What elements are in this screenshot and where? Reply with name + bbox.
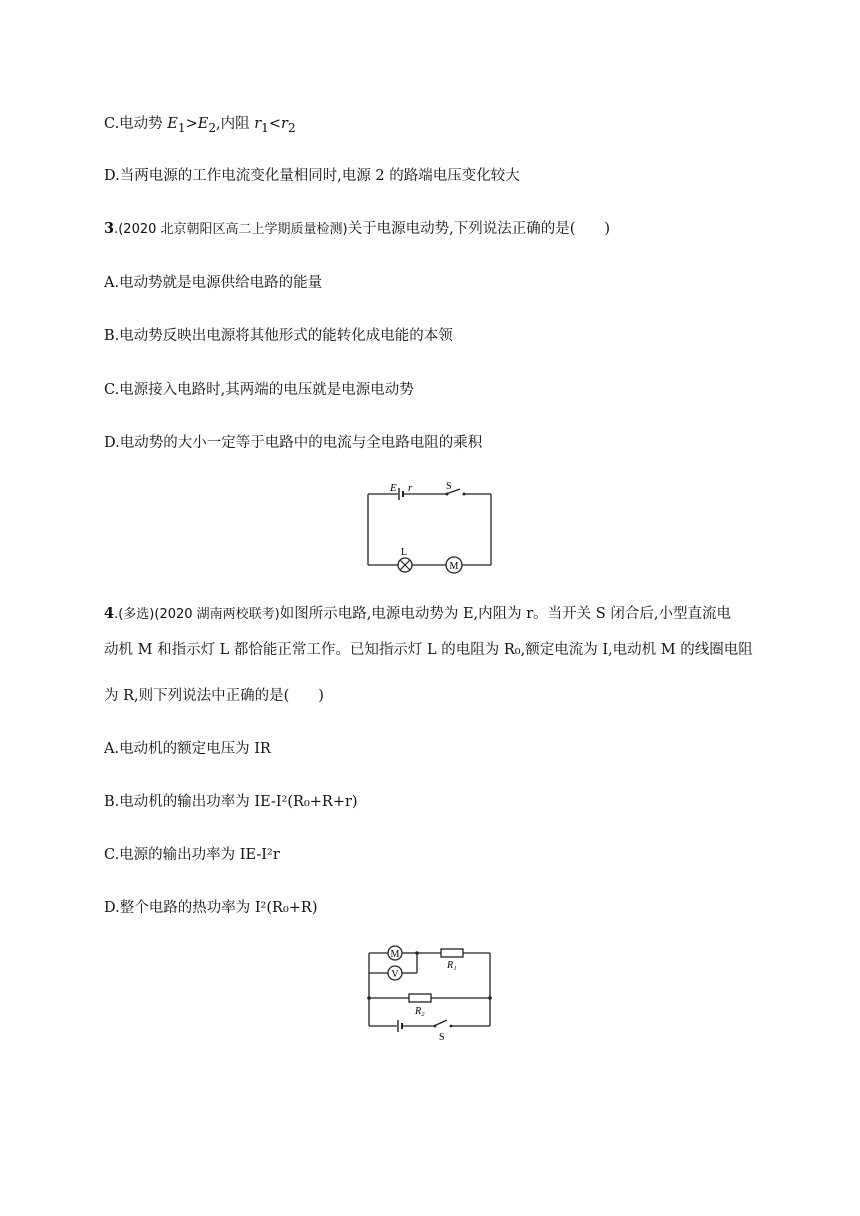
e2-symbol: E [197, 116, 209, 132]
lamp-label: L [401, 547, 408, 558]
motor-label: M [449, 561, 459, 572]
lt-sign: < [268, 116, 282, 132]
gt-sign: > [185, 116, 198, 132]
option-c-prev [104, 114, 296, 138]
motor-label: M [390, 949, 400, 960]
r2-label: R₂ [415, 1006, 425, 1017]
option-c-prefix: C.电动势 [104, 116, 168, 132]
e2-sub: 2 [208, 120, 217, 135]
question-number: 3 [104, 220, 115, 237]
e1-symbol: E [167, 116, 178, 132]
resistor-r1 [441, 949, 463, 957]
q3-option-d: D.电动势的大小一定等于电路中的电流与全电路电阻的乘积 [104, 435, 483, 451]
r1-label: R₁ [447, 960, 457, 971]
r2-sub: 2 [287, 120, 296, 135]
q4-option-c: C.电源的输出功率为 IE-I²r [104, 847, 280, 863]
question-text: 如图所示电路,电源电动势为 E,内阻为 r。当开关 S 闭合后,小型直流电 [279, 606, 731, 622]
r2-symbol: r [281, 116, 288, 132]
switch-label: S [439, 1032, 445, 1043]
internal-resistance-label: r [408, 482, 413, 494]
circuit-diagram-2 [360, 940, 500, 1044]
question-4-line-1 [104, 604, 731, 625]
q3-option-a: A.电动势就是电源供给电路的能量 [104, 275, 323, 291]
circuit-diagram-1 [360, 476, 500, 576]
question-4-line-2: 动机 M 和指示灯 L 都恰能正常工作。已知指示灯 L 的电阻为 R₀,额定电流为 I,电动机 M 的线圈电阻 [104, 642, 753, 658]
question-source: .(多选)(2020 湖南两校联考) [114, 607, 280, 622]
voltmeter-icon [388, 966, 402, 980]
r1-sub: 1 [261, 120, 269, 135]
lamp-icon [398, 558, 412, 572]
q3-option-c: C.电源接入电路时,其两端的电压就是电源电动势 [104, 382, 414, 398]
voltmeter-label: V [391, 969, 399, 980]
question-number: 4 [104, 605, 115, 622]
option-d-prev: D.当两电源的工作电流变化量相同时,电源 2 的路端电压变化较大 [104, 168, 520, 184]
question-source: .(2020 北京朝阳区高二上学期质量检测) [114, 222, 348, 237]
q4-option-d: D.整个电路的热功率为 I²(R₀+R) [104, 900, 318, 916]
option-c-mid: ,内阻 [216, 116, 255, 132]
q4-option-b: B.电动机的输出功率为 IE-I²(R₀+R+r) [104, 794, 358, 810]
question-4-line-3: 为 R,则下列说法中正确的是( ) [104, 688, 324, 704]
battery-label: E [390, 482, 397, 494]
question-text: 关于电源电动势,下列说法正确的是( ) [347, 221, 611, 237]
question-3-stem [104, 219, 610, 240]
q4-option-a: A.电动机的额定电压为 IR [104, 741, 271, 757]
r1-symbol: r [254, 116, 262, 132]
motor-icon [446, 557, 462, 573]
switch-label: S [446, 481, 452, 492]
q3-option-b: B.电动势反映出电源将其他形式的能转化成电能的本领 [104, 328, 453, 344]
resistor-r2 [409, 994, 431, 1002]
motor-icon [388, 946, 402, 960]
e1-sub: 1 [177, 120, 186, 135]
